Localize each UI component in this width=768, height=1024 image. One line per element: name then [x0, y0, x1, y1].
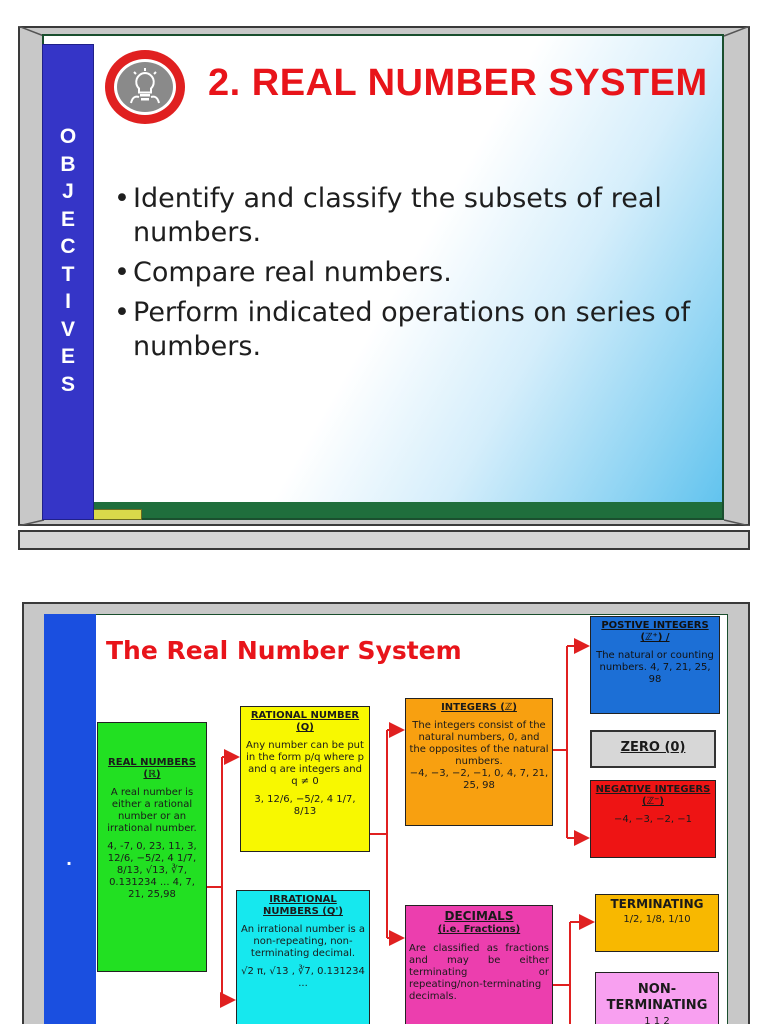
sidebar-letter: O: [59, 125, 77, 148]
sidebar-letter: E: [60, 345, 75, 368]
slide-objectives: [18, 26, 750, 540]
sidebar-letters: [43, 123, 93, 398]
sidebar-letter: V: [60, 317, 75, 341]
objectives-list: [114, 182, 714, 370]
board-bottom-strip: [44, 502, 722, 518]
rational-numbers-box: RATIONAL NUMBER (Q) Any number can be put in the form p/q where p and q are integers and q ≠ 0 3, 12/6, −5/2, 4 1/7, 8/13: [240, 706, 370, 852]
sidebar-letter: C: [60, 235, 76, 258]
decimals-box: DECIMALS (i.e. Fractions) Are classified as fractions and may be either terminating or repeating/non-terminating decimals.: [405, 905, 553, 1024]
non-terminating-box: NON-TERMINATING 1 1 2: [595, 972, 719, 1024]
sidebar-mark: .: [66, 850, 73, 869]
objectives-sidebar: [42, 44, 94, 520]
list-item: • Identify and classify the subsets of real numbers.: [114, 183, 662, 248]
negative-integers-box: NEGATIVE INTEGERS (ℤ⁻) −4, −3, −2, −1: [590, 780, 716, 858]
chalk-tray: [18, 530, 750, 550]
sidebar-letter: E: [60, 207, 75, 231]
irrational-numbers-box: IRRATIONAL NUMBERS (Q') An irrational number is a non-repeating, non-terminating decimal. √2 π, √13 , ∛7, 0.131234 ...: [236, 890, 370, 1024]
list-item: • Perform indicated operations on series of numbers.: [114, 297, 691, 362]
sidebar-letter: B: [60, 152, 76, 176]
zero-box: ZERO (0): [590, 730, 716, 768]
integers-box: INTEGERS (ℤ) The integers consist of the natural numbers, 0, and the opposites of the natural numbers. −4, −3, −2, −1, 0, 4, 7, 21, 25, 98: [405, 698, 553, 826]
sidebar-letter: I: [65, 290, 71, 313]
sidebar-letter: S: [60, 372, 75, 396]
sidebar-letter: J: [62, 180, 74, 203]
list-item: • Compare real numbers.: [114, 257, 452, 288]
real-numbers-box: REAL NUMBERS (ℝ) A real number is either a rational number or an irrational number. 4, -7, 0, 23, 11, 3, 12/6, −5/2, 4 1/7, 8/13, √13, ∛7, 0.131234 ... 4, 7, 21, 25,98: [97, 722, 207, 972]
slide-real-number-system: [22, 602, 750, 1024]
lightbulb-head-icon: [105, 50, 185, 124]
slide-title: The Real Number System: [106, 636, 462, 665]
sidebar-letter: T: [61, 262, 75, 286]
terminating-box: TERMINATING 1/2, 1/8, 1/10: [595, 894, 719, 952]
slide-title: 2. REAL NUMBER SYSTEM: [208, 62, 708, 104]
positive-integers-box: POSTIVE INTEGERS (ℤ⁺) / The natural or counting numbers. 4, 7, 21, 25, 98: [590, 616, 720, 714]
